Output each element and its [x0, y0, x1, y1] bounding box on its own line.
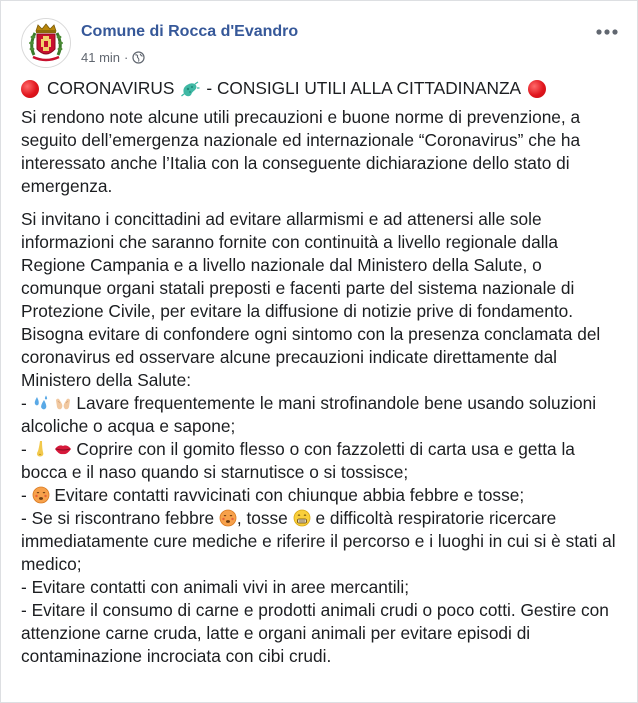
grimacing-face-icon: [293, 509, 311, 527]
title-text-1: CORONAVIRUS: [47, 78, 175, 98]
coat-of-arms-icon: [22, 19, 70, 67]
post-meta: [81, 50, 145, 65]
nose-icon: [32, 440, 50, 458]
red-circle-icon: [528, 80, 546, 98]
paragraph-3: Bisogna evitare di confondere ogni sintomo con la presenza conclamata del coronavirus ed osservare alcune precauzioni indicate direttamente dal Ministero della Salute:: [21, 324, 601, 390]
meta-separator: ·: [124, 50, 129, 65]
list-item: - Coprire con il gomito flesso o con fazzoletti di carta usa e getta la bocca e il naso quando si starnutisce o si tossisce;: [21, 439, 575, 482]
open-hands-icon: [54, 394, 72, 412]
sweat-droplets-icon: [32, 394, 50, 412]
page-name-link[interactable]: Comune di Rocca d'Evandro: [81, 23, 299, 40]
globe-icon[interactable]: [132, 51, 145, 64]
red-circle-icon: [21, 80, 39, 98]
list-item: - Se si riscontrano febbre , tosse e difficoltà respiratorie ricercare immediatamente cure mediche e riferire il percorso e i luoghi in cui si è stati al medico;: [21, 508, 616, 574]
paragraph-1: Si rendono note alcune utili precauzioni e buone norme di prevenzione, a seguito dell’emergenza nazionale ed internazionale “Coronavirus” che ha interessato anche l’Italia con la conseguente dichiarazione dello stato di emergenza.: [21, 107, 581, 196]
mouth-icon: [54, 440, 72, 458]
paragraph-2: Si invitano i concittadini ad evitare allarmismi e ad attenersi alle sole informazioni che saranno fornite con continuità a livello regionale dalla Regione Campania e a livello nazionale dal Ministero della Salute, o comunque organi statali preposti e facenti parte del sistema nazionale di Protezione Civile, per evitare la diffusione di notizie prive di fondamento.: [21, 209, 575, 321]
post-header: [1, 1, 637, 77]
page-avatar[interactable]: [21, 18, 71, 68]
list-item: - Evitare contatti ravvicinati con chiunque abbia febbre e tosse;: [21, 485, 525, 505]
title-text-2: - CONSIGLI UTILI ALLA CITTADINANZA: [206, 78, 522, 98]
list-item: - Lavare frequentemente le mani strofinandole bene usando soluzioni alcoliche o acqua e sapone;: [21, 393, 597, 436]
more-horizontal-icon[interactable]: [595, 25, 619, 39]
list-item: - Evitare il consumo di carne e prodotti animali crudi o poco cotti. Gestire con attenzione carne cruda, latte e organi animali per evitare episodi di contaminazione incrociata con cibi crudi.: [21, 600, 609, 666]
post-body: [21, 77, 621, 668]
post-title: [21, 77, 621, 100]
post-time[interactable]: 41 min: [81, 50, 121, 65]
fever-face-icon: [32, 486, 50, 504]
microbe-icon: [180, 79, 200, 99]
list-item: - Evitare contatti con animali vivi in aree mercantili;: [21, 577, 410, 597]
fever-face-icon: [219, 509, 237, 527]
